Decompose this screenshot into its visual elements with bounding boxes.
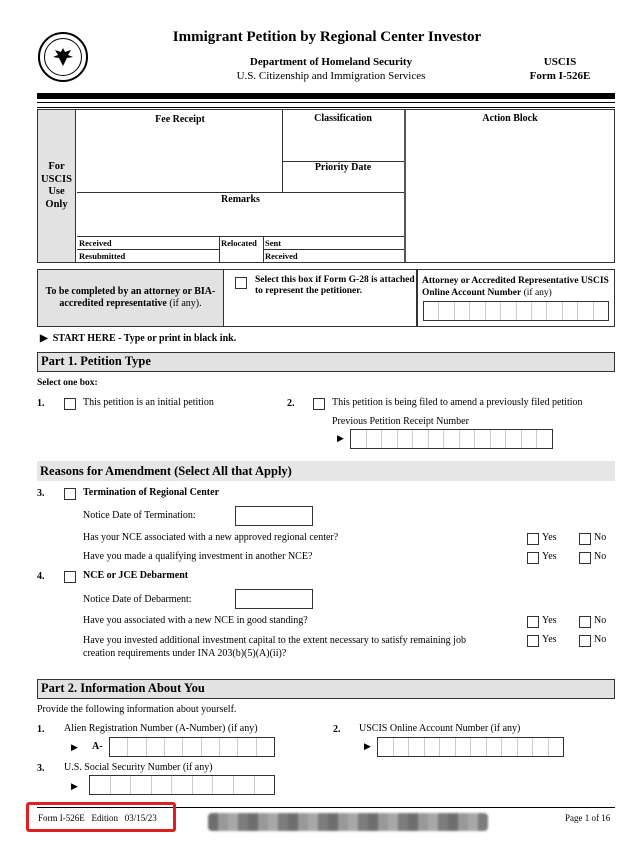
q-new-regional-center: Has your NCE associated with a new approved regional center? (83, 532, 339, 543)
q1-yes-label: Yes (542, 532, 557, 543)
sent-label: Sent (265, 238, 282, 248)
relocated-label: Relocated (221, 238, 257, 248)
termination-checkbox[interactable] (64, 488, 76, 500)
q1-no-label: No (594, 532, 607, 543)
uscis-use-only-block (37, 109, 615, 263)
arrow-right-icon: ▶ (71, 781, 78, 791)
debarment-date-input[interactable] (235, 589, 313, 609)
p2-item3-number: 3. (37, 763, 45, 774)
q2-yes-label: Yes (542, 551, 557, 562)
part2-intro: Provide the following information about yourself. (37, 704, 237, 715)
q-additional-capital-line2: creation requirements under INA 203(b)(5)(A)(ii)? (83, 648, 287, 659)
debarment-checkbox[interactable] (64, 571, 76, 583)
redacted-barcode (208, 813, 488, 831)
amendment-header: Reasons for Amendment (Select All that Apply) (37, 461, 615, 481)
prev-receipt-label: Previous Petition Receipt Number (332, 416, 469, 427)
prev-receipt-input[interactable] (350, 429, 553, 449)
item1-number: 1. (37, 398, 45, 409)
form-org: USCIS (543, 56, 577, 68)
form-title: Immigrant Petition by Regional Center Investor (172, 29, 482, 45)
q1-yes-checkbox[interactable] (527, 533, 539, 545)
item2-number: 2. (287, 398, 295, 409)
classification-label: Classification (314, 113, 372, 124)
q-qualifying-investment: Have you made a qualifying investment in another NCE? (83, 551, 313, 562)
attorney-account-label: Attorney or Accredited Representative USCIS Online Account Number (if any) (422, 276, 609, 298)
form-id (520, 55, 600, 83)
q4-yes-checkbox[interactable] (527, 635, 539, 647)
p2-item2-number: 2. (333, 724, 341, 735)
select-one-label: Select one box: (37, 378, 98, 388)
a-number-prefix: A- (92, 741, 103, 752)
online-account-label: USCIS Online Account Number (if any) (359, 723, 521, 734)
q3-no-checkbox[interactable] (579, 616, 591, 628)
initial-petition-checkbox[interactable] (64, 398, 76, 410)
received2-label: Received (265, 251, 298, 261)
uscis-side-label: For USCIS Use Only (38, 110, 76, 262)
header-rule-thin (37, 102, 615, 103)
amend-petition-label: This petition is being filed to amend a previously filed petition (332, 397, 583, 408)
a-number-input[interactable] (109, 737, 275, 757)
attorney-gray-label: To be completed by an attorney or BIA-accredited representative (if any). (38, 270, 224, 326)
fee-receipt-label: Fee Receipt (155, 114, 205, 125)
attorney-block (37, 269, 615, 327)
online-account-input[interactable] (377, 737, 564, 757)
debarment-label: NCE or JCE Debarment (83, 570, 189, 581)
q2-no-label: No (594, 551, 607, 562)
g28-checkbox-label: Select this box if Form G-28 is attached to represent the petitioner. (255, 275, 415, 296)
part1-header: Part 1. Petition Type (37, 352, 615, 372)
arrow-right-icon: ▶ (71, 742, 78, 752)
q4-yes-label: Yes (542, 634, 557, 645)
q4-no-label: No (594, 634, 607, 645)
q2-yes-checkbox[interactable] (527, 552, 539, 564)
highlight-box (26, 802, 176, 832)
item4-number: 4. (37, 571, 45, 582)
q4-no-checkbox[interactable] (579, 635, 591, 647)
q2-no-checkbox[interactable] (579, 552, 591, 564)
termination-label: Termination of Regional Center (83, 487, 220, 498)
a-number-label: Alien Registration Number (A-Number) (if any) (64, 723, 258, 734)
ssn-input[interactable] (89, 775, 275, 795)
termination-date-input[interactable] (235, 506, 313, 526)
received-label: Received (79, 238, 112, 248)
item3-number: 3. (37, 488, 45, 499)
priority-date-label: Priority Date (314, 162, 372, 173)
q1-no-checkbox[interactable] (579, 533, 591, 545)
q-additional-capital-line1: Have you invested additional investment capital to the extent necessary to satisfy remaining job (83, 635, 466, 646)
part2-header: Part 2. Information About You (37, 679, 615, 699)
remarks-label: Remarks (221, 194, 260, 205)
initial-petition-label: This petition is an initial petition (83, 397, 214, 408)
arrow-right-icon: ▶ (364, 741, 371, 751)
ssn-label: U.S. Social Security Number (if any) (64, 762, 213, 773)
action-block-label: Action Block (482, 113, 538, 124)
agency-name (226, 55, 436, 83)
agency-line1: Department of Homeland Security (249, 56, 413, 68)
resubmitted-label: Resubmitted (79, 251, 126, 261)
q-new-nce: Have you associated with a new NCE in good standing? (83, 615, 308, 626)
page-number: Page 1 of 16 (565, 813, 611, 823)
q3-yes-label: Yes (542, 615, 557, 626)
g28-checkbox[interactable] (235, 277, 247, 289)
attorney-account-input[interactable] (423, 301, 609, 321)
start-here-instruction: ▶ START HERE - Type or print in black ink. (40, 333, 237, 344)
header-rule-thin2 (37, 107, 615, 108)
p2-item1-number: 1. (37, 724, 45, 735)
termination-date-label: Notice Date of Termination: (83, 510, 196, 521)
agency-line2: U.S. Citizenship and Immigration Services (236, 70, 426, 82)
debarment-date-label: Notice Date of Debarment: (83, 594, 192, 605)
footer-edition: Form I-526E Edition 03/15/23 (38, 813, 157, 823)
arrow-right-icon: ▶ (40, 333, 48, 344)
header-rule-thick (37, 93, 615, 99)
arrow-right-icon: ▶ (337, 433, 344, 443)
form-number: Form I-526E (529, 70, 591, 82)
amend-petition-checkbox[interactable] (313, 398, 325, 410)
q3-no-label: No (594, 615, 607, 626)
q3-yes-checkbox[interactable] (527, 616, 539, 628)
